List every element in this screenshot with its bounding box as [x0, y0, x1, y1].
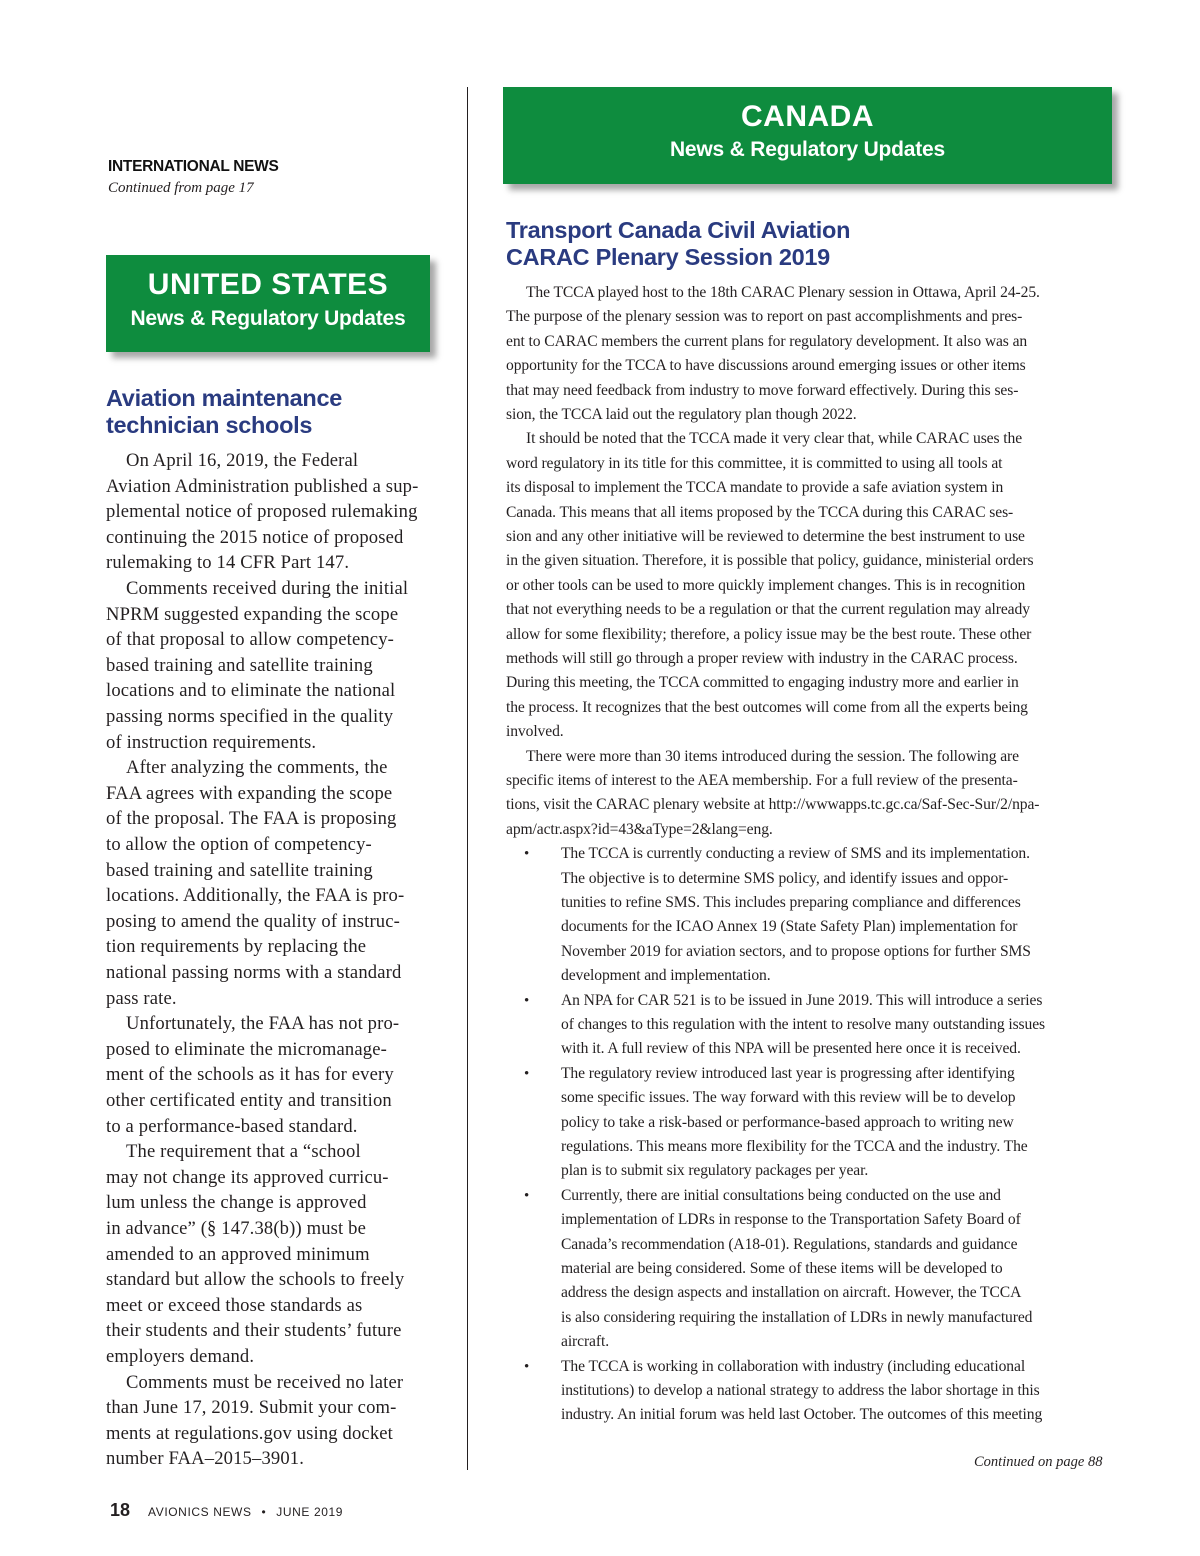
text-line: plan is to submit six regulatory packages per year. [561, 1162, 869, 1180]
text-line: ment of the schools as it has for every [106, 1064, 394, 1086]
text-line: standard but allow the schools to freely [106, 1269, 405, 1291]
text-line: methods will still go through a proper review with industry in the CARAC process. [506, 650, 1018, 667]
text-line: The TCCA played host to the 18th CARAC Plenary session in Ottawa, April 24-25. [526, 284, 1040, 301]
text-line: tions, visit the CARAC plenary website at http://wwwapps.tc.gc.ca/Saf-Sec-Sur/2/npa- [506, 796, 1040, 814]
text-line: locations. Additionally, the FAA is pro- [106, 885, 405, 907]
text-line: may not change its approved curricu- [106, 1166, 389, 1188]
text-line: The purpose of the plenary session was to report on past accomplishments and pres- [506, 308, 1023, 326]
text-line: of instruction requirements. [106, 731, 317, 753]
text-line: sion, the TCCA laid out the regulatory plan though 2022. [506, 406, 857, 423]
text-line: policy to take a risk-based or performance-based approach to writing new [561, 1113, 1014, 1131]
text-line: involved. [506, 723, 564, 741]
canada-banner [503, 87, 1112, 184]
text-line: other certificated entity and transition [106, 1090, 392, 1111]
text-line: to allow the option of competency- [106, 834, 372, 855]
text-line: its disposal to implement the TCCA mandate to provide a safe aviation system in [506, 479, 1004, 497]
text-line: than June 17, 2019. Submit your com- [106, 1397, 397, 1419]
text-line: apm/actr.aspx?id=43&aType=2&lang=eng. [506, 820, 773, 838]
bullet-marker: • [524, 846, 530, 863]
banner-subtitle: News & Regulatory Updates [130, 307, 406, 330]
banner-title: UNITED STATES [147, 268, 389, 301]
text-line: address the design aspects and installation on aircraft. However, the TCCA [561, 1284, 1022, 1302]
text-line: Aviation Administration published a sup- [106, 475, 419, 497]
text-line: opportunity for the TCCA to have discussions around emerging issues or other items [506, 357, 1026, 375]
heading-line: Transport Canada Civil Aviation [506, 217, 851, 243]
text-line: that may need feedback from industry to move forward effectively. During this ses- [506, 381, 1019, 399]
text-line: After analyzing the comments, the [126, 757, 388, 779]
text-line: posing to amend the quality of instruc- [106, 910, 400, 932]
banner-subtitle: News & Regulatory Updates [669, 138, 946, 161]
section-label: INTERNATIONAL NEWS [108, 158, 279, 175]
text-line: Currently, there are initial consultations being conducted on the use and [561, 1186, 1001, 1204]
text-line: tunities to refine SMS. This includes preparing compliance and differences [561, 894, 1021, 911]
bullet-marker: • [524, 1187, 530, 1204]
text-line: plemental notice of proposed rulemaking [106, 501, 418, 523]
bullet-marker: • [524, 1065, 530, 1082]
text-line: pass rate. [106, 987, 177, 1009]
text-line: ments at regulations.gov using docket [106, 1422, 393, 1444]
footer-publication [148, 1505, 343, 1519]
text-line: development and implementation. [561, 967, 771, 985]
text-line: some specific issues. The way forward with this review will be to develop [561, 1089, 1016, 1107]
text-line: or other tools can be used to more quickly implement changes. This is in recognition [506, 576, 1026, 594]
column-divider [467, 87, 468, 1470]
text-line: with it. A full review of this NPA will be presented here once it is received. [561, 1040, 1021, 1058]
text-line: institutions) to develop a national strategy to address the labor shortage in this [561, 1382, 1040, 1399]
text-line: The objective is to determine SMS policy, and identify issues and oppor- [561, 869, 1009, 887]
text-line: On April 16, 2019, the Federal [126, 450, 359, 471]
text-line: in the given situation. Therefore, it is possible that policy, guidance, ministerial orders [506, 552, 1034, 570]
heading-line: Aviation maintenance [106, 385, 343, 411]
text-line: During this meeting, the TCCA committed to engaging industry more and earlier in [506, 674, 1019, 692]
publication-name: AVIONICS NEWS [148, 1505, 252, 1519]
text-line: tion requirements by replacing the [106, 936, 367, 958]
text-line: of changes to this regulation with the intent to resolve many outstanding issues [561, 1016, 1045, 1033]
continued-from-note: Continued from page 17 [108, 180, 254, 196]
text-line: national passing norms with a standard [106, 962, 402, 983]
article-heading-canada [506, 217, 1106, 271]
text-line: Canada. This means that all items proposed by the TCCA during this CARAC ses- [506, 503, 1014, 521]
text-line: ent to CARAC members the current plans for regulatory development. It also was an [506, 332, 1028, 350]
united-states-banner [106, 255, 430, 352]
text-line: specific items of interest to the AEA membership. For a full review of the presenta- [506, 772, 1018, 789]
text-line: based training and satellite training [106, 654, 373, 676]
text-line: passing norms specified in the quality [106, 706, 394, 727]
text-line: word regulatory in its title for this committee, it is committed to using all tools at [506, 454, 1003, 472]
text-line: locations and to eliminate the national [106, 680, 396, 702]
text-line: continuing the 2015 notice of proposed [106, 526, 404, 548]
text-line: of that proposal to allow competency- [106, 629, 394, 651]
text-line: allow for some flexibility; therefore, a policy issue may be the best route. These other [506, 625, 1032, 643]
text-line: number FAA–2015–3901. [106, 1448, 305, 1470]
text-line: documents for the ICAO Annex 19 (State Safety Plan) implementation for [561, 918, 1018, 936]
text-line: that not everything needs to be a regulation or that the current regulation may already [506, 601, 1030, 619]
banner-title: CANADA [741, 100, 874, 133]
text-line: Unfortunately, the FAA has not pro- [126, 1013, 400, 1035]
text-line: November 2019 for aviation sectors, and to propose options for further SMS [561, 942, 1031, 960]
text-line: sion and any other initiative will be reviewed to determine the best instrument to use [506, 528, 1025, 545]
continued-on-note: Continued on page 88 [974, 1454, 1103, 1470]
text-line: An NPA for CAR 521 is to be issued in June 2019. This will introduce a series [561, 991, 1043, 1009]
heading-line: technician schools [106, 412, 313, 438]
text-line: based training and satellite training [106, 859, 373, 881]
bullet-marker: • [524, 1358, 530, 1375]
text-line: material are being considered. Some of these items will be developed to [561, 1260, 1003, 1277]
text-line: implementation of LDRs in response to the Transportation Safety Board of [561, 1211, 1021, 1229]
text-line: posed to eliminate the micromanage- [106, 1038, 387, 1060]
text-line: amended to an approved minimum [106, 1243, 370, 1265]
bullet-marker: • [524, 992, 530, 1009]
text-line: aircraft. [561, 1333, 610, 1351]
text-line: employers demand. [106, 1346, 255, 1367]
text-line: Canada’s recommendation (A18-01). Regulations, standards and guidance [561, 1235, 1018, 1253]
text-line: regulations. This means more flexibility for the TCCA and the industry. The [561, 1138, 1028, 1155]
article-heading-us [106, 385, 446, 439]
issue-date: JUNE 2019 [276, 1505, 344, 1519]
text-line: the process. It recognizes that the best outcomes will come from all the experts being [506, 698, 1028, 716]
text-line: lum unless the change is approved [106, 1192, 367, 1214]
text-line: Comments must be received no later [126, 1371, 404, 1393]
text-line: FAA agrees with expanding the scope [106, 782, 393, 804]
text-line: The TCCA is currently conducting a review of SMS and its implementation. [561, 845, 1030, 863]
footer-separator: • [261, 1505, 267, 1519]
text-line: their students and their students’ future [106, 1320, 402, 1342]
text-line: The requirement that a “school [126, 1141, 361, 1163]
text-line: industry. An initial forum was held last October. The outcomes of this meeting [561, 1406, 1043, 1424]
text-line: The TCCA is working in collaboration with industry (including educational [561, 1357, 1026, 1375]
text-line: is also considering requiring the installation of LDRs in newly manufactured [561, 1308, 1033, 1326]
page-number: 18 [110, 1500, 131, 1520]
text-line: rulemaking to 14 CFR Part 147. [106, 552, 350, 574]
text-line: The regulatory review introduced last year is progressing after identifying [561, 1064, 1015, 1082]
text-line: of the proposal. The FAA is proposing [106, 808, 397, 830]
text-line: in advance” (§ 147.38(b)) must be [106, 1218, 367, 1239]
text-line: NPRM suggested expanding the scope [106, 603, 399, 625]
text-line: to a performance-based standard. [106, 1115, 358, 1137]
text-line: Comments received during the initial [126, 578, 409, 599]
text-line: meet or exceed those standards as [106, 1294, 363, 1316]
text-line: It should be noted that the TCCA made it very clear that, while CARAC uses the [526, 430, 1023, 448]
heading-line: CARAC Plenary Session 2019 [506, 244, 830, 270]
text-line: There were more than 30 items introduced during the session. The following are [526, 747, 1019, 765]
